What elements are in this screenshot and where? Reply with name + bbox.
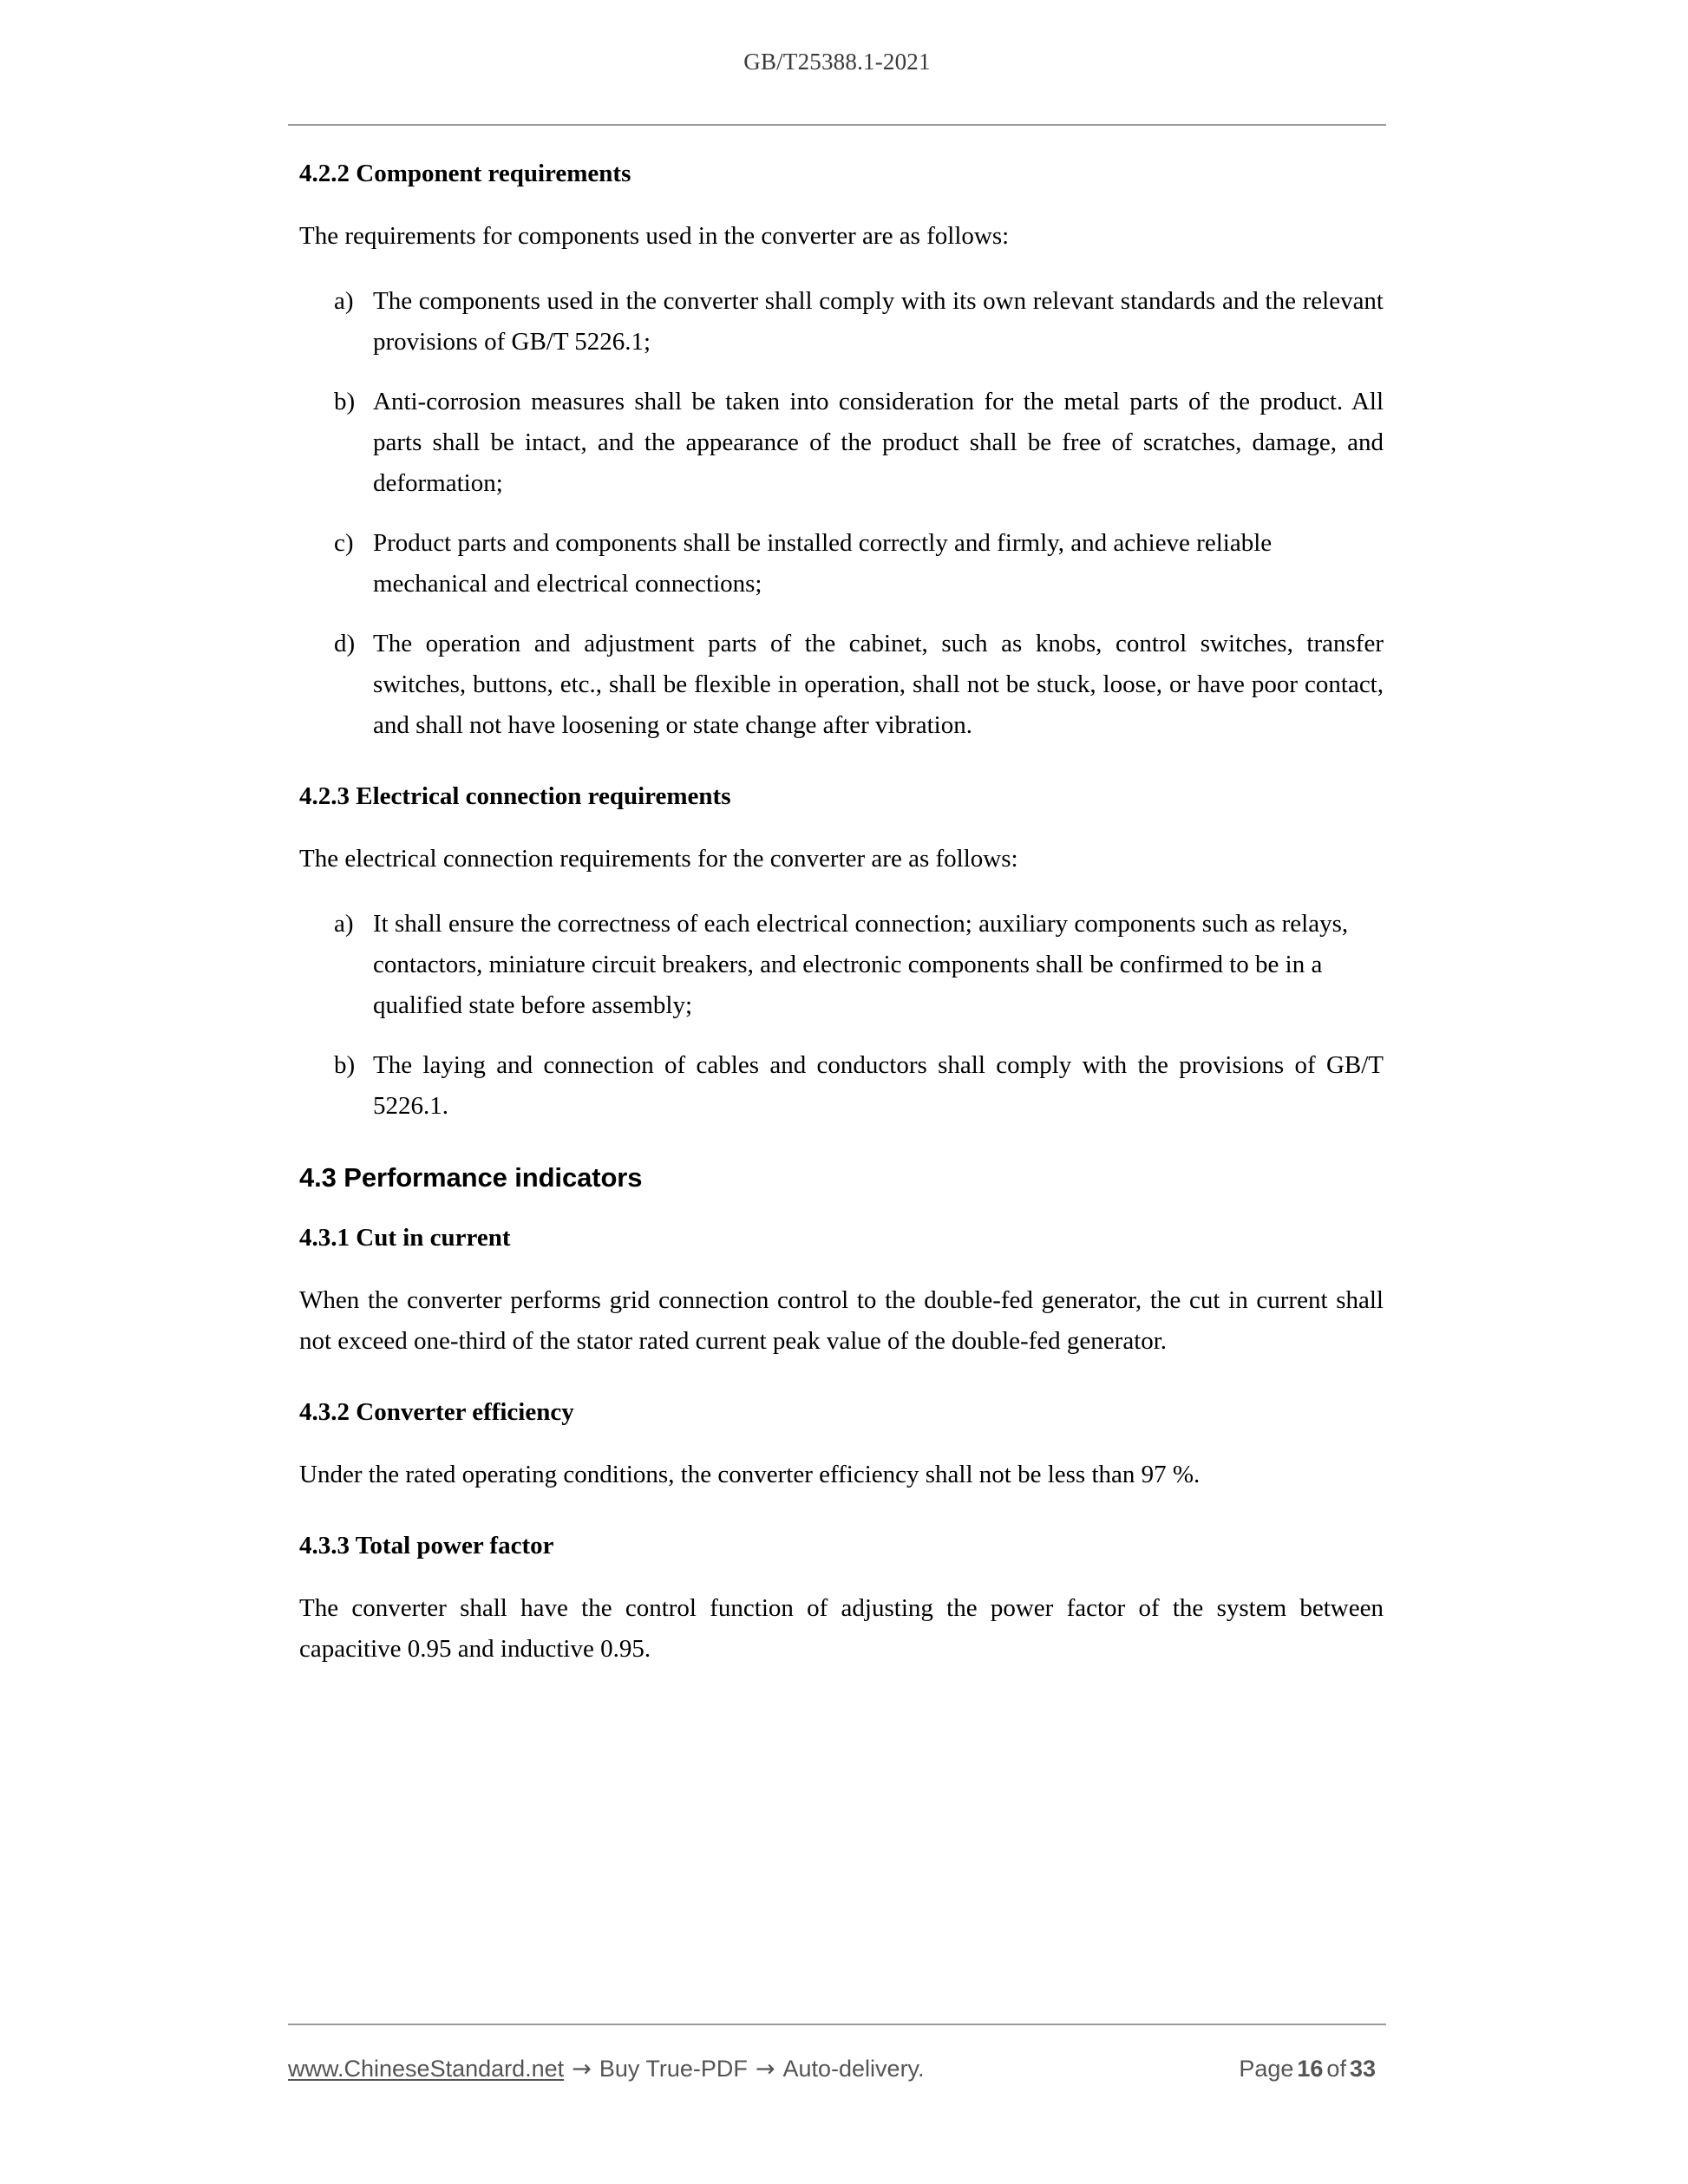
- list-marker: a): [334, 910, 354, 938]
- page-number: 16: [1297, 2055, 1324, 2082]
- list-marker: d): [334, 630, 356, 657]
- paragraph-4-2-3-intro: The electrical connection requirements for the converter are as follows:: [299, 845, 1018, 873]
- list-marker: b): [334, 388, 356, 416]
- heading-4-2-2: 4.2.2 Component requirements: [299, 160, 631, 187]
- page-label: Page: [1239, 2055, 1294, 2082]
- page-content: [299, 158, 1384, 1670]
- footer-promo-delivery: Auto-delivery.: [782, 2055, 925, 2082]
- paragraph-4-3-1: When the converter performs grid connection control to the double-fed generator, the cut in current shall not exceed one-third of the stator rated current peak value of the double-fed generator.: [299, 1285, 1384, 1355]
- list-item: [299, 1045, 1384, 1127]
- spacer: [299, 1026, 1384, 1045]
- paragraph-4-3-3: The converter shall have the control function of adjusting the power factor of the system between capacitive 0.95 and inductive 0.95.: [299, 1594, 1384, 1664]
- page-footer: [288, 2049, 1386, 2089]
- footer-promo: [288, 2056, 925, 2083]
- spacer: [299, 605, 1384, 624]
- spacer: [299, 1362, 1384, 1396]
- list-item: [299, 624, 1384, 746]
- heading-4-3-2: 4.3.2 Converter efficiency: [299, 1397, 574, 1426]
- footer-divider: [288, 2024, 1386, 2025]
- spacer: [299, 504, 1384, 523]
- list-marker: b): [334, 1051, 356, 1080]
- list-4-2-2: [299, 281, 1384, 746]
- heading-4-3-3: 4.3.3 Total power factor: [299, 1532, 554, 1560]
- footer-promo-buy: Buy True-PDF: [599, 2055, 748, 2082]
- paragraph-4-3-2: Under the rated operating conditions, the converter efficiency shall not be less than 97 %.: [299, 1461, 1201, 1489]
- list-item-text: Product parts and components shall be installed correctly and firmly, and achieve reliable mechanical and electrical connections;: [373, 529, 1273, 598]
- of-label: of: [1326, 2055, 1346, 2082]
- heading-4-3: 4.3 Performance indicators: [299, 1161, 643, 1193]
- standard-number: GB/T25388.1-2021: [743, 49, 931, 75]
- heading-4-3-1: 4.3.1 Cut in current: [299, 1223, 511, 1252]
- paragraph-4-2-2-intro: The requirements for components used in the converter are as follows:: [299, 222, 1010, 251]
- list-marker: c): [334, 529, 354, 558]
- spacer: [299, 1428, 1384, 1455]
- page-indicator: [1239, 2056, 1386, 2083]
- heading-4-2-3: 4.2.3 Electrical connection requirements: [299, 781, 731, 810]
- website-link[interactable]: www.ChineseStandard.net: [288, 2055, 565, 2082]
- arrow-right-icon: →: [572, 2055, 592, 2083]
- total-pages: 33: [1349, 2055, 1376, 2082]
- list-item: [299, 281, 1384, 363]
- list-item: [299, 382, 1384, 504]
- spacer: [299, 1253, 1384, 1280]
- spacer: [299, 1195, 1384, 1222]
- list-item-text: The operation and adjustment parts of the cabinet, such as knobs, control switches, transfer switches, buttons, etc., shall be flexible in operation, shall not be stuck, loose, or have poor contact, and shall not have loosening or state change after vibration.: [373, 630, 1384, 739]
- header-divider: [288, 124, 1386, 126]
- spacer: [299, 812, 1384, 839]
- spacer: [299, 257, 1384, 281]
- spacer: [299, 879, 1384, 904]
- list-4-2-3: [299, 904, 1384, 1127]
- page-header: [288, 49, 1386, 75]
- list-item-text: It shall ensure the correctness of each electrical connection; auxiliary components such as relays, contactors, miniature circuit breakers, and electronic components shall be confirmed to be in a qualified state before assembly;: [373, 910, 1349, 1020]
- list-item-text: Anti-corrosion measures shall be taken into consideration for the metal parts of the product. All parts shall be intact, and the appearance of the product shall be free of scratches, damage, and deformation;: [373, 388, 1384, 498]
- arrow-right-icon: →: [755, 2055, 775, 2083]
- list-marker: a): [334, 287, 354, 316]
- spacer: [299, 1127, 1384, 1161]
- spacer: [299, 1495, 1384, 1530]
- spacer: [299, 746, 1384, 781]
- spacer: [299, 363, 1384, 382]
- list-item-text: The components used in the converter shall comply with its own relevant standards and the relevant provisions of GB/T 5226.1;: [373, 287, 1384, 356]
- spacer: [299, 1561, 1384, 1588]
- list-item-text: The laying and connection of cables and conductors shall comply with the provisions of GB/T 5226.1.: [373, 1051, 1384, 1120]
- list-item: [299, 523, 1384, 605]
- list-item: [299, 904, 1384, 1026]
- spacer: [299, 189, 1384, 216]
